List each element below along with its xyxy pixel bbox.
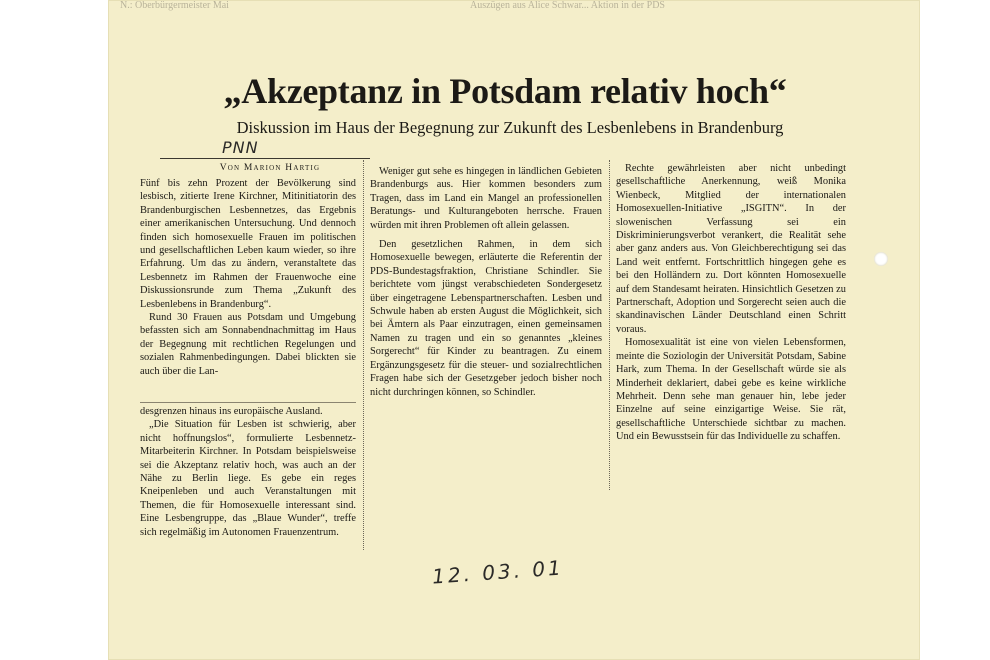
article-column-2 — [370, 165, 602, 399]
article-column-1 — [140, 177, 356, 378]
paragraph: Homosexualität ist eine von vielen Lebensformen, meinte die Soziologin der Universität Potsdam, Sabine Hark, zum Thema. In der Gesellschaft würde sie als Minderheit deklariert, dabei gebe es keine wirkliche Mehrheit. Denn sehe man genauer hin, lebe jeder Einzelne auf seine einzigartige Weise. Sie rät, gesellschaftliche Unterschiede sichtbar zu machen. Und ein Bewusstsein für das Individuelle zu schaffen. — [616, 337, 846, 443]
paragraph: Weniger gut sehe es hingegen in ländlichen Gebieten Brandenburgs aus. Hier kommen besonders zum Tragen, dass im Land ein Mangel an professionellen Beratungs- und Kulturangeboten herrsche. Frauen würden mit ihren Problemen oft allein gelassen. — [370, 166, 602, 231]
paragraph: Rund 30 Frauen aus Potsdam und Umgebung befassten sich am Sonnabendnachmittag im Haus der Begegnung mit rechtlichen Regelungen und sozialen Rahmenbedingungen. Dabei blickten sie auch über die Lan- — [140, 312, 356, 377]
byline: Von Marion Hartig — [219, 163, 321, 173]
column-divider — [363, 160, 364, 550]
column-break-rule — [140, 402, 356, 403]
article-headline: „Akzeptanz in Potsdam relativ hoch“ — [223, 71, 787, 111]
article-column-1-continued — [140, 405, 356, 539]
article-column-3 — [616, 162, 846, 444]
paragraph: desgrenzen hinaus ins europäische Ausland. — [140, 406, 323, 417]
article-subheadline: Diskussion im Haus der Begegnung zur Zukunft des Lesbenlebens in Brandenburg — [236, 118, 784, 137]
handwritten-source-note: PNN — [222, 138, 259, 157]
faint-header-left: N.: Oberbürgermeister Mai — [120, 0, 229, 11]
paragraph: Den gesetzlichen Rahmen, in dem sich Homosexuelle bewegen, erläuterte die Referentin der PDS-Bundestagsfraktion, Christiane Schindler. Sie berichtete vom jüngst verabschiedeten Sondergesetz über eingetragene Lebenspartnerschaften. Lesben und Schwule haben ab ersten August die Möglichkeit, sich bei Ämtern als Paar einzutragen, einen gemeinsamen Namen zu tragen und ein so genanntes „kleines Sorgerecht“ für Kinder zu beantragen. Zu einem Ergänzungsgesetz für die steuer- und sozialrechtlichen Fragen habe sich der Gesetzgeber jedoch bisher noch nicht durchringen können, so Schindler. — [370, 239, 602, 398]
column-divider — [609, 160, 610, 490]
punch-hole — [874, 252, 888, 266]
paragraph: Fünf bis zehn Prozent der Bevölkerung sind lesbisch, zitierte Irene Kirchner, Mitinitiatorin des Brandenburgischen Lesbennetzes, das Ergebnis einer amerikanischen Untersuchung. Und dennoch finden sich homosexuelle Frauen im politischen und gesellschaftlichen Leben kaum wieder, so ihre Erfahrung. Um das zu ändern, veranstaltete das Lesbennetz im Rahmen der Frauenwoche eine Diskussionsrunde zum Thema „Zukunft des Lesbenlebens in Brandenburg“. — [140, 178, 356, 310]
handwritten-date: 12. 03. 01 — [431, 555, 565, 589]
byline-rule — [160, 158, 370, 159]
faint-header-right: Auszügen aus Alice Schwar... Aktion in der PDS — [470, 0, 665, 11]
paragraph: „Die Situation für Lesben ist schwierig, aber nicht hoffnungslos“, formulierte Lesbennetz-Mitarbeiterin Kirchner. In Potsdam beispielsweise sei die Akzeptanz relativ hoch, was auch an der Nähe zu Berlin liege. Es gebe ein reges Kneipenleben und auch Veranstaltungen mit Themen, die für Homosexuelle interessant sind. Eine Lesbengruppe, das „Blaue Wunder“, treffe sich regelmäßig im Autonomen Frauenzentrum. — [140, 419, 356, 538]
paragraph: Rechte gewährleisten aber nicht unbedingt gesellschaftliche Anerkennung, weiß Monika Wienbeck, Mitglied der internationalen Homosexuellen-Initiative „ISGITN“. In der slowenischen Verfassung sei ein Diskriminierungsverbot verankert, die Realität sehe aber ganz anders aus. Von Gleichberechtigung sei das Land weit entfernt. Fortschrittlich hingegen gehe es bei den Holländern zu. Dort könnten Homosexuelle auf dem Standesamt heiraten. Hinsichtlich Gesetzen zu Partnerschaft, Adoption und Sorgerecht seien auch die skandinavischen Länder Deutschland einen Schritt voraus. — [616, 163, 846, 335]
